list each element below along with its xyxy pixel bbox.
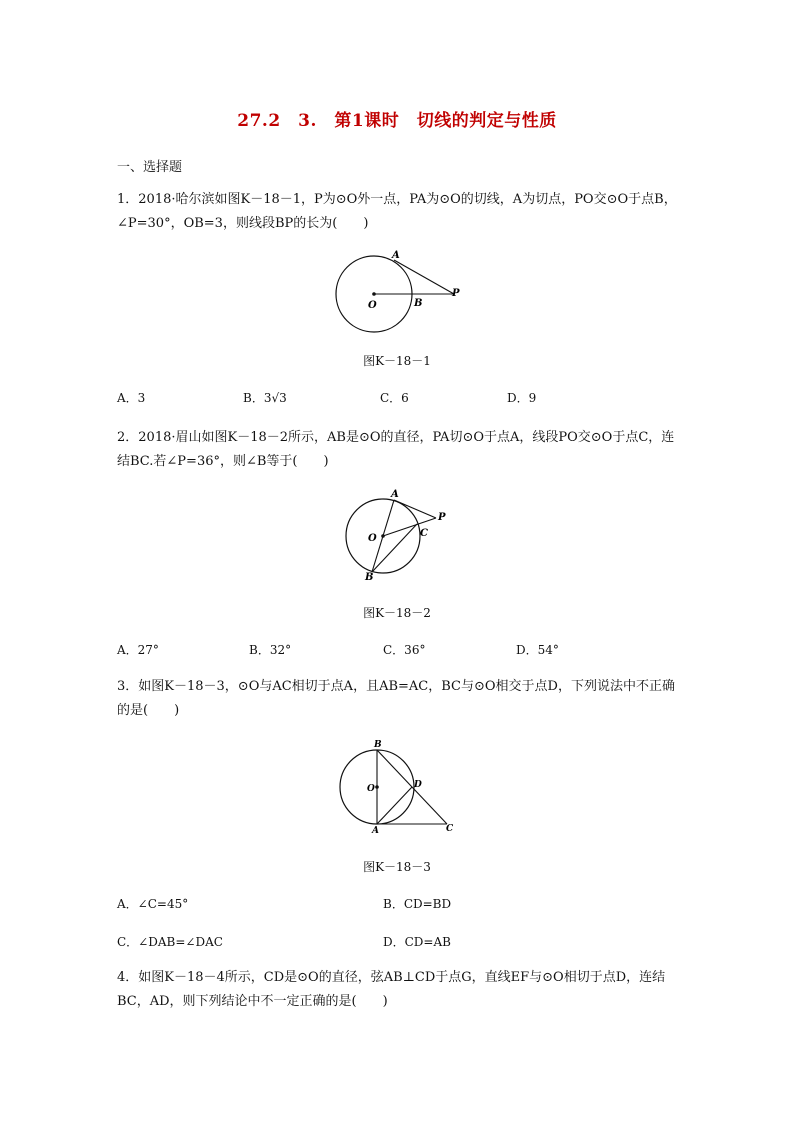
label-c: C: [446, 824, 454, 834]
label-p: P: [438, 512, 446, 523]
section-heading: 一、选择题: [117, 160, 183, 175]
label-a: A: [391, 489, 399, 500]
label-d: D: [414, 780, 422, 790]
figure-k-18-2: [338, 486, 454, 582]
label-c: C: [420, 528, 428, 539]
option-b: B．3√3: [243, 391, 287, 405]
option-c: C．6: [380, 391, 409, 405]
label-p: P: [452, 288, 460, 299]
label-b: B: [414, 298, 423, 309]
question-4-text: 4．如图K－18－4所示，CD是⊙O的直径，弦AB⊥CD于点G，直线EF与⊙O相切于点D，连结BC，AD，则下列结论中不一定正确的是( ): [117, 970, 666, 1009]
label-b: B: [365, 572, 374, 582]
option-b: B．CD=BD: [383, 897, 452, 911]
question-1-text: 1．2018·哈尔滨如图K－18－1，P为⊙O外一点，PA为⊙O的切线，A为切点，PO交⊙O于点B，∠P=30°，OB=3，则线段BP的长为( ): [117, 192, 677, 231]
option-a: A．∠C=45°: [117, 897, 189, 911]
label-b: B: [374, 740, 382, 750]
option-a: A．27°: [117, 643, 159, 657]
caption-k-18-3: 图K－18－3: [363, 860, 431, 874]
page-title: 27.2 3. 第1课时 切线的判定与性质: [237, 111, 557, 131]
option-d: D．9: [507, 391, 537, 405]
question-2-text: 2．2018·眉山如图K－18－2所示，AB是⊙O的直径，PA切⊙O于点A，线段PO交⊙O于点C，连结BC.若∠P=36°，则∠B等于( ): [117, 430, 675, 469]
option-b: B．32°: [249, 643, 292, 657]
caption-k-18-1: 图K－18－1: [363, 354, 431, 368]
label-a: A: [392, 250, 400, 261]
question-3-text: 3．如图K－18－3，⊙O与AC相切于点A，且AB=AC，BC与⊙O相交于点D，下列说法中不正确的是( ): [117, 679, 675, 718]
label-o: O: [368, 533, 377, 544]
option-d: D．54°: [516, 643, 559, 657]
label-o: O: [368, 300, 377, 311]
caption-k-18-2: 图K－18－2: [363, 606, 431, 620]
label-o: O: [367, 784, 375, 794]
option-c: C．∠DAB=∠DAC: [117, 935, 223, 949]
figure-k-18-3: [332, 737, 462, 835]
figure-k-18-1: [330, 246, 470, 342]
option-c: C．36°: [383, 643, 426, 657]
option-d: D．CD=AB: [383, 935, 451, 949]
option-a: A．3: [117, 391, 146, 405]
label-a: A: [372, 826, 379, 835]
